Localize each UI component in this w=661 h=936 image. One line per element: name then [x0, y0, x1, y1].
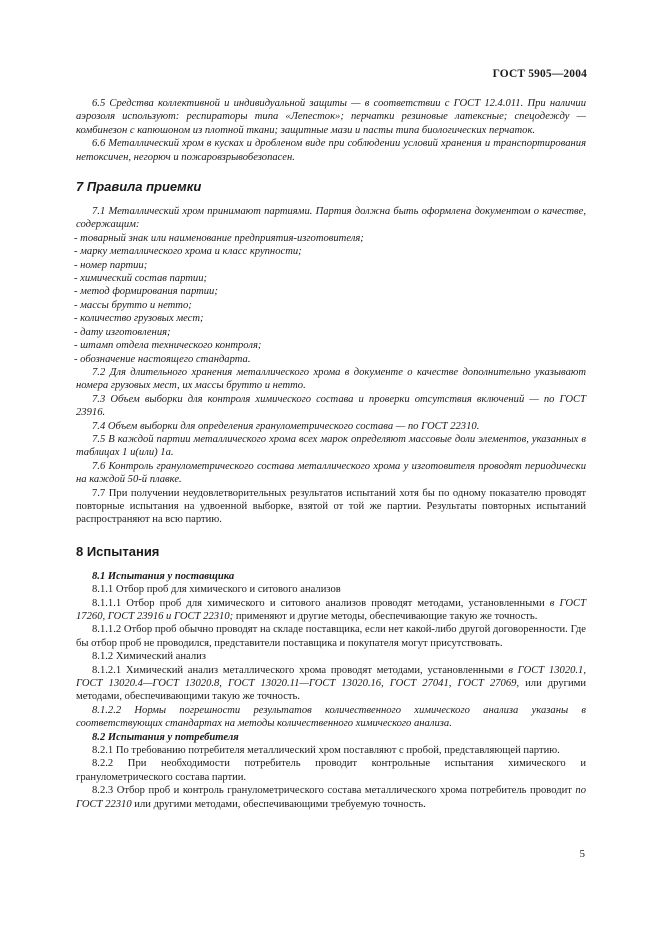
clause-8-1-1-2: 8.1.1.2 Отбор проб обычно проводят на складе поставщика, если нет какой-либо другой договоренности. Где бы отбор проб не проводился, представители поставщика и покупателя могут присутствовать. [76, 624, 586, 649]
list-item: - массы брутто и нетто; [74, 299, 192, 311]
clause-6-5: 6.5 Средства коллективной и индивидуальной защиты — в соответствии с ГОСТ 12.4.011. При наличии аэрозоля используют: респираторы типа «Лепесток»; перчатки резиновые латексные; спецодежду — комбинезон с капюшоном из плотной ткани; защитные мази и пасты типа биологических перчаток. [76, 98, 586, 136]
clause-8-2-1: 8.2.1 По требованию потребителя металлический хром поставляют с пробой, представляющей партию. [92, 745, 560, 757]
page-number: 5 [579, 848, 585, 860]
list-item: - дату изготовления; [74, 326, 171, 338]
document-header-id: ГОСТ 5905—2004 [492, 68, 587, 80]
section-8-heading: 8 Испытания [76, 543, 160, 559]
standards-reference: в ГОСТ 13020.1, ГОСТ 13020.4—ГОСТ 13020.8, ГОСТ 13020.11—ГОСТ 13020.16, ГОСТ 27041, ГОСТ 27069, [76, 664, 587, 690]
list-item: - штамп отдела технического контроля; [74, 340, 262, 352]
list-item: - количество грузовых мест; [74, 313, 204, 325]
clause-7-3: 7.3 Объем выборки для контроля химического состава и проверки отсутствия включений — по ГОСТ 23916. [76, 393, 586, 419]
clause-text: или другими методами, обеспечивающими такую же точность. [76, 678, 586, 703]
clause-8-1-2: 8.1.2 Химический анализ [92, 651, 206, 663]
page-body [76, 97, 586, 811]
clause-text: применяют и другие методы, обеспечивающие такую же точность. [233, 611, 538, 622]
clause-7-5: 7.5 В каждой партии металлического хрома всех марок определяют массовые доли элементов, указанных в таблицах 1 и(или) 1а. [76, 433, 586, 459]
list-item: - номер партии; [74, 259, 148, 271]
clause-7-4: 7.4 Объем выборки для определения гранулометрического состава — по ГОСТ 22310. [92, 420, 480, 432]
clause-8-2-3 [76, 784, 586, 811]
subsection-8-2-heading: 8.2 Испытания у потребителя [92, 731, 239, 743]
clause-7-2: 7.2 Для длительного хранения металлического хрома в документе о качестве дополнительно указывают номера грузовых мест, их массы брутто и нетто. [76, 366, 586, 392]
clause-6-6: 6.6 Металлический хром в кусках и дробленом виде при соблюдении условий хранения и транспортирования нетоксичен, негорюч и пожаровзрывобезопасен. [76, 138, 586, 163]
list-item: - химический состав партии; [74, 273, 208, 285]
clause-8-1-2-2: 8.1.2.2 Нормы погрешности результатов количественного химического анализа указаны в соответствующих стандартах на методы количественного химического анализа. [76, 704, 586, 730]
clause-8-1-1-1 [76, 597, 586, 624]
clause-8-1-1: 8.1.1 Отбор проб для химического и ситового анализов [92, 584, 341, 596]
standards-reference: по ГОСТ 22310 [76, 785, 586, 810]
clause-text: 8.1.2.1 Химический анализ металлического хрома проводят методами, установленными [92, 664, 509, 676]
standards-reference: в ГОСТ 17260, ГОСТ 23916 и ГОСТ 22310; [76, 597, 587, 622]
list-item: - марку металлического хрома и класс крупности; [74, 246, 302, 258]
list-item: - обозначение настоящего стандарта. [74, 353, 251, 365]
list-item: - товарный знак или наименование предприятия-изготовителя; [74, 232, 364, 244]
subsection-8-1-heading: 8.1 Испытания у поставщика [92, 570, 235, 582]
clause-8-2-2: 8.2.2 При необходимости потребитель проводит контрольные испытания химического и гранулометрического состава партии. [76, 758, 586, 783]
quality-document-list [76, 232, 586, 366]
section-7-heading: 7 Правила приемки [76, 179, 202, 195]
clause-8-1-2-1 [76, 664, 586, 704]
clause-text: 8.1.1.1 Отбор проб для химического и ситового анализов проводят методами, установленными [92, 597, 550, 609]
list-item: - метод формирования партии; [74, 286, 218, 298]
clause-text: 8.2.3 Отбор проб и контроль гранулометрического состава металлического хрома потребитель проводит [92, 785, 576, 797]
clause-7-6: 7.6 Контроль гранулометрического состава металлического хрома у изготовителя проводят периодически на каждой 50-й плавке. [76, 460, 586, 486]
clause-text: или другими методами, обеспечивающими требуемую точность. [131, 798, 426, 810]
clause-7-7: 7.7 При получении неудовлетворительных результатов испытаний хотя бы по одному показателю проводят повторные испытания на удвоенной выборке, взятой от той же партии. Результаты повторных испытаний распространяют на всю партию. [76, 487, 586, 526]
clause-7-1: 7.1 Металлический хром принимают партиями. Партия должна быть оформлена документом о качестве, содержащим: [76, 206, 586, 231]
